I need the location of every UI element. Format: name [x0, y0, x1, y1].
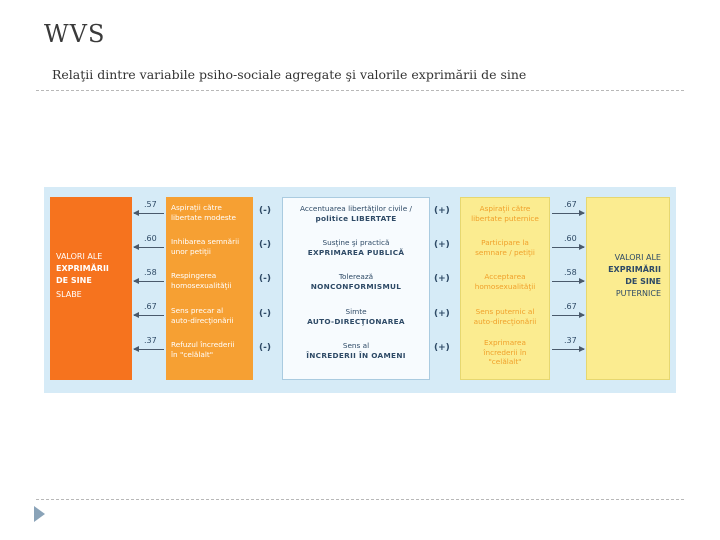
- strong-indicator-3: [461, 272, 549, 291]
- weak-indicator-2-line2: unor petiţii: [171, 246, 211, 256]
- central-variable-3-line1: Tolerează: [338, 272, 374, 281]
- positive-sign-3: (+): [434, 274, 450, 284]
- strong-values-line2: EXPRIMĂRII: [608, 265, 661, 274]
- strong-indicator-4-line1: Sens puternic al: [475, 307, 535, 316]
- weak-coefficient-3: .58: [144, 268, 157, 277]
- weak-indicator-3-line1: Respingerea: [171, 271, 217, 280]
- slide-title: WVS: [44, 20, 106, 48]
- strong-coefficient-4: .67: [564, 302, 577, 311]
- strong-arrow-3: [552, 281, 584, 282]
- weak-arrow-1: [134, 213, 164, 214]
- relations-diagram: [44, 187, 676, 393]
- strong-indicator-2-line2: semnare / petiţii: [475, 247, 535, 257]
- weak-arrow-4: [134, 315, 164, 316]
- central-variable-5: [283, 341, 429, 360]
- weak-indicator-2-line1: Inhibarea semnării: [171, 237, 240, 246]
- weak-indicator-1: [171, 203, 236, 222]
- weak-indicator-5: [171, 340, 234, 359]
- weak-values-line2: EXPRIMĂRII: [56, 264, 109, 273]
- weak-coefficient-4: .67: [144, 302, 157, 311]
- weak-values-line4: SLABE: [56, 290, 82, 299]
- weak-indicator-2: [171, 237, 239, 256]
- central-variable-1: [283, 204, 429, 223]
- central-variable-5-line2: ÎNCREDERII ÎN OAMENI: [306, 350, 406, 360]
- weak-coefficient-1: .57: [144, 200, 157, 209]
- strong-indicator-4: [461, 307, 549, 326]
- strong-arrow-4: [552, 315, 584, 316]
- strong-indicator-5-line2: încrederii în: [483, 347, 527, 357]
- weak-values-line1: VALORI ALE: [56, 252, 103, 261]
- weak-indicator-4: [171, 306, 234, 325]
- slide-subtitle: Relaţii dintre variabile psiho-sociale agregate şi valorile exprimării de sine: [52, 67, 527, 82]
- strong-values-line3: DE SINE: [625, 277, 661, 286]
- negative-sign-5: (-): [259, 343, 271, 353]
- weak-values-line3: DE SINE: [56, 276, 92, 285]
- weak-indicator-4-line2: auto-direcţionării: [171, 315, 234, 325]
- central-variable-5-line1: Sens al: [342, 341, 370, 350]
- strong-indicator-3-line2: homosexualităţii: [474, 281, 536, 291]
- weak-coefficient-5: .37: [144, 336, 157, 345]
- weak-indicator-3: [171, 271, 232, 290]
- weak-indicator-1-line2: libertate modeste: [171, 212, 237, 222]
- negative-sign-4: (-): [259, 309, 271, 319]
- strong-indicator-1-line1: Aspiraţii către: [479, 204, 531, 213]
- central-variable-3-line2: NONCONFORMISMUL: [310, 281, 402, 291]
- strong-indicator-2: [461, 238, 549, 257]
- central-variable-4: [283, 307, 429, 326]
- strong-values-block: [586, 197, 670, 380]
- central-variables-column: [282, 197, 430, 380]
- weak-indicator-4-line1: Sens precar al: [171, 306, 224, 315]
- weak-indicator-5-line2: în "celălalt": [171, 349, 214, 359]
- strong-arrow-2: [552, 247, 584, 248]
- strong-indicator-1-line2: libertate puternice: [471, 213, 539, 223]
- weak-indicator-5-line1: Refuzul încrederii: [171, 340, 235, 349]
- strong-coefficient-2: .60: [564, 234, 577, 243]
- central-variable-2-line1: Susţine şi practică: [322, 238, 390, 247]
- central-variable-1-line1: Accentuarea libertăţilor civile /: [300, 204, 412, 213]
- central-variable-4-line1: Simte: [345, 307, 367, 316]
- strong-arrow-1: [552, 213, 584, 214]
- weak-indicators-column: [166, 197, 253, 380]
- central-variable-2-line2: EXPRIMAREA PUBLICĂ: [307, 247, 405, 257]
- negative-sign-1: (-): [259, 206, 271, 216]
- bottom-divider: [36, 499, 684, 500]
- central-variable-1-line2: politice LIBERTATE: [315, 213, 397, 223]
- strong-arrow-5: [552, 349, 584, 350]
- weak-coefficient-2: .60: [144, 234, 157, 243]
- weak-indicator-1-line1: Aspiraţii către: [171, 203, 222, 212]
- positive-sign-2: (+): [434, 240, 450, 250]
- negative-sign-2: (-): [259, 240, 271, 250]
- weak-values-block: [50, 197, 132, 380]
- weak-indicator-3-line2: homosexualităţii: [171, 280, 232, 290]
- strong-indicators-column: [460, 197, 550, 380]
- strong-indicator-1: [461, 204, 549, 223]
- triangle-bullet-icon: [34, 506, 45, 522]
- strong-values-line4: PUTERNICE: [615, 289, 661, 298]
- central-variable-2: [283, 238, 429, 257]
- strong-indicator-5-line3: "celălalt": [488, 357, 522, 366]
- strong-indicator-3-line1: Acceptarea: [484, 272, 526, 281]
- positive-sign-5: (+): [434, 343, 450, 353]
- strong-indicator-5: [461, 338, 549, 367]
- strong-values-line1: VALORI ALE: [614, 253, 661, 262]
- strong-coefficient-3: .58: [564, 268, 577, 277]
- positive-sign-4: (+): [434, 309, 450, 319]
- positive-sign-1: (+): [434, 206, 450, 216]
- strong-indicator-2-line1: Participare la: [481, 238, 529, 247]
- central-variable-4-line2: AUTO-DIRECŢIONAREA: [307, 316, 405, 326]
- strong-coefficient-1: .67: [564, 200, 577, 209]
- strong-indicator-5-line1: Exprimarea: [484, 338, 526, 347]
- negative-sign-3: (-): [259, 274, 271, 284]
- central-variable-3: [283, 272, 429, 291]
- weak-arrow-2: [134, 247, 164, 248]
- weak-arrow-3: [134, 281, 164, 282]
- top-divider: [36, 90, 684, 91]
- weak-arrow-5: [134, 349, 164, 350]
- strong-indicator-4-line2: auto-direcţionării: [473, 316, 537, 326]
- strong-coefficient-5: .37: [564, 336, 577, 345]
